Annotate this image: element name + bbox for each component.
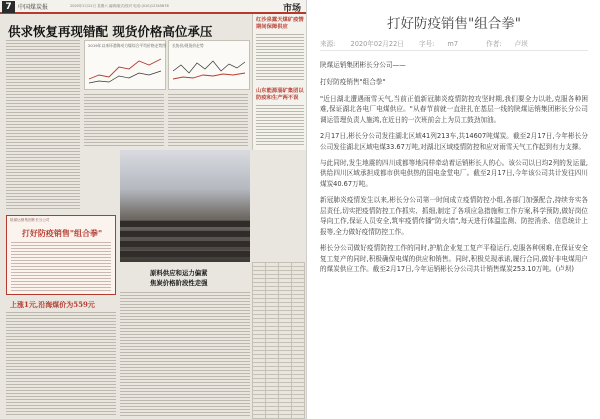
article-subtitle: 打好防疫销售"组合拳"	[320, 77, 386, 86]
featured-title: 打好防疫销售"组合拳"	[21, 228, 103, 238]
price-chart-2	[168, 40, 250, 90]
article-paragraph: 2月17日,彬长分公司发往湖北区域41列213车,共14607吨煤炭。截至2月17日,今年彬长分公司发往湖北区域电煤33.67万吨,对湖北区域疫情防控和应对雨雪天气工作起到有力支撑。	[320, 131, 588, 151]
bottom-headline: 上涨1元,沿海煤价为559元	[10, 300, 95, 309]
chart-2-lines	[169, 49, 249, 89]
sidebar-headline-1: 红沙泉露天煤矿疫情期间保障供应	[256, 17, 304, 30]
article-paragraph: 与此同时,发生地震的四川成都等地同样牵动着运销彬长人的心。该公司以日均2列的发运量,供给四川区域承担成都市供电供热的国电金堂电厂。截至2月17日,今年该公司共计发往四川煤炭40.67万吨。	[320, 158, 588, 188]
meta-source-label: 来源:	[320, 40, 336, 48]
text-block	[256, 34, 304, 82]
article-meta	[320, 38, 588, 48]
meta-author: 卢坝	[514, 40, 528, 48]
newspaper-sidebar	[252, 14, 307, 150]
text-column	[168, 94, 248, 146]
sub-headline-1: 原料供应和运力偏紧	[150, 269, 208, 277]
article-paragraph: 新冠肺炎疫情发生以来,彬长分公司第一时间成立疫情防控小组,各部门加强配合,持续夯实各层责任,切实把疫情防控工作抓实、抓细,制定了各项应急措施和工作方案,科学预防,做好岗位导向工作,保证人员安全,筑牢疫情传播"防火墙",每天进行体温监测、防控消杀、信息统计上报等,全力做好疫情防控工作。	[320, 196, 588, 236]
paper-date-line: 2020年2月22日 星期六 编辑/版式/校对 电话:(010)12345678	[70, 4, 169, 8]
article-title: 打好防疫销售"组合拳"	[387, 16, 521, 32]
article-paragraph: 彬长分公司做好疫情防控工作的同时,护航企业复工复产平稳运行,克服各种困难,在保证安全复工复产的同时,积极确保电煤的供应和销售。同时,积极兑现承诺,履行合同,做好非电煤用户的煤炭供应工作。截至2月17日,今年运销彬长分公司共计销售煤炭253.10万吨。(卢坝)	[320, 244, 588, 274]
text-block	[11, 242, 111, 292]
text-column	[84, 94, 164, 146]
meta-author-label: 作者:	[486, 40, 502, 48]
coal-train-photo	[120, 150, 250, 262]
price-table	[252, 262, 305, 419]
paper-name: 中国煤炭报	[18, 4, 49, 11]
chart-1-lines	[85, 49, 165, 89]
article-salutation: 陕煤运销集团彬长分公司——	[320, 61, 406, 69]
sidebar-headline-2: 山东能源淄矿集团以防疫和生产两不误	[256, 88, 304, 101]
article-panel	[308, 0, 600, 419]
meta-divider	[320, 50, 588, 51]
page-number: 7	[2, 1, 15, 13]
chart-1-label: 2019年以来环渤海动力煤综合平均价格走势图	[88, 43, 167, 48]
text-column	[6, 312, 116, 416]
newspaper-masthead	[0, 0, 307, 14]
article-body	[320, 60, 588, 280]
meta-date: 2020年02月22日	[350, 40, 404, 48]
price-chart-1	[84, 40, 166, 90]
text-column	[120, 292, 250, 416]
chart-2-label: 长协价/现货价走势	[172, 43, 204, 48]
article-paragraph: "近日湖北遭遇雨雪天气,当前正值新冠肺炎疫情防控攻坚时期,我们要全力以赴,克服各种困难,保证湖北各电厂电煤供应。"从春节前就一直驻扎在基层一线的陕煤运销集团彬长分公司调运管理负责人施鸿,在近日的一次班前会上为员工鼓劲加油。	[320, 94, 588, 124]
text-column	[6, 40, 80, 210]
featured-article-box	[6, 215, 116, 295]
section-tag: 市场	[282, 4, 301, 14]
sub-headline-2: 焦炭价格阶段性走强	[150, 279, 208, 287]
meta-size-value[interactable]: m7	[447, 40, 459, 48]
text-block	[256, 105, 304, 145]
newspaper-headline: 供求恢复再现错配 现货价格高位承压	[8, 24, 213, 39]
meta-size-label: 字号:	[418, 40, 435, 48]
featured-kicker: 陕煤运销集团彬长分公司	[10, 218, 50, 222]
